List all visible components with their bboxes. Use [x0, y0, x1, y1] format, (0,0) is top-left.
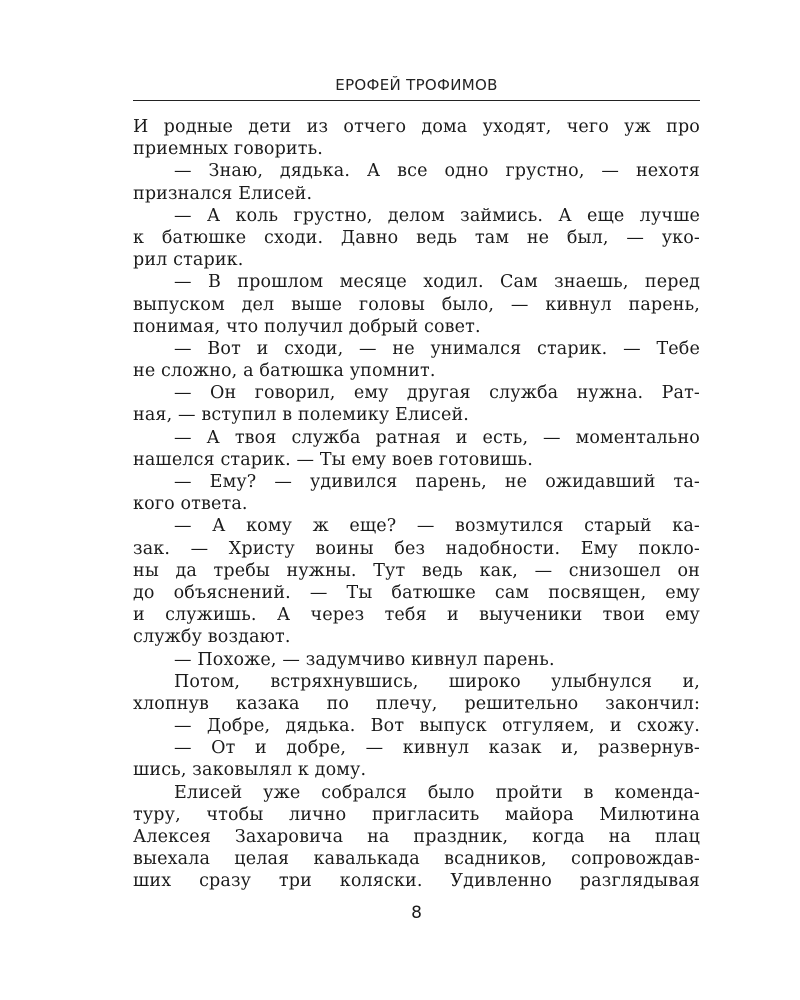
text-line: Потом, встряхнувшись, широко улыбнулся и, — [174, 671, 700, 692]
text-line: службу воздают. — [133, 627, 291, 648]
text-line: рил старик. — [133, 250, 244, 271]
running-header: ЕРОФЕЙ ТРОФИМОВ — [335, 76, 498, 94]
text-line: кого ответа. — [133, 494, 248, 515]
text-line: — В прошлом месяце ходил. Сам знаешь, перед — [174, 272, 700, 293]
text-line: — Знаю, дядька. А все одно грустно, — нехотя — [174, 161, 700, 182]
text-line: не сложно, а батюшка упомнит. — [133, 361, 436, 382]
text-line: к батюшке сходи. Давно ведь там не был, — уко- — [133, 227, 700, 248]
text-line: — Вот и сходи, — не унимался старик. — Тебе — [174, 338, 700, 359]
text-line: — Добре, дядька. Вот выпуск отгуляем, и схожу. — [174, 716, 700, 737]
text-line: нашелся старик. — Ты ему воев готовишь. — [133, 449, 533, 470]
page-number: 8 — [411, 903, 422, 923]
text-line: И родные дети из отчего дома уходят, чего уж про — [133, 117, 700, 137]
body-text — [133, 116, 700, 893]
text-line: — А коль грустно, делом займись. А еще лучше — [174, 205, 700, 226]
text-line: хлопнув казака по плечу, решительно закончил: — [133, 693, 700, 714]
text-line: ны да требы нужны. Тут ведь как, — снизошел он — [133, 560, 700, 581]
text-line: приемных говорить. — [133, 139, 323, 160]
text-line: — А кому ж еще? — возмутился старый ка- — [174, 516, 700, 537]
text-line: — А твоя служба ратная и есть, — моментально — [174, 427, 700, 448]
text-line: — Ему? — удивился парень, не ожидавший та- — [174, 472, 700, 492]
text-line: Алексея Захаровича на праздник, когда на плац — [133, 827, 700, 847]
text-line: признался Елисей. — [133, 183, 313, 204]
text-line: шись, заковылял к дому. — [133, 760, 367, 781]
text-line: зак. — Христу воины без надобности. Ему покло- — [133, 538, 700, 559]
text-line: — Похоже, — задумчиво кивнул парень. — [174, 649, 555, 670]
text-line: — От и добре, — кивнул казак и, развернув- — [174, 738, 700, 759]
header-rule — [133, 100, 700, 101]
text-line: и служишь. А через тебя и выученики твои ему — [133, 605, 700, 626]
text-line: ная, — вступил в полемику Елисей. — [133, 405, 470, 426]
text-line: ших сразу три коляски. Удивленно разглядывая — [133, 871, 700, 892]
text-line: понимая, что получил добрый совет. — [133, 316, 481, 337]
text-line: Елисей уже собрался было пройти в коменда- — [174, 782, 700, 803]
text-line: выпуском дел выше головы было, — кивнул парень, — [133, 294, 700, 315]
text-line: до объяснений. — Ты батюшке сам посвящен, ему — [133, 582, 700, 603]
text-line: выехала целая кавалькада всадников, сопровождав- — [133, 849, 700, 870]
text-line: туру, чтобы лично пригласить майора Милютина — [133, 804, 700, 825]
text-line: — Он говорил, ему другая служба нужна. Рат- — [174, 383, 700, 404]
